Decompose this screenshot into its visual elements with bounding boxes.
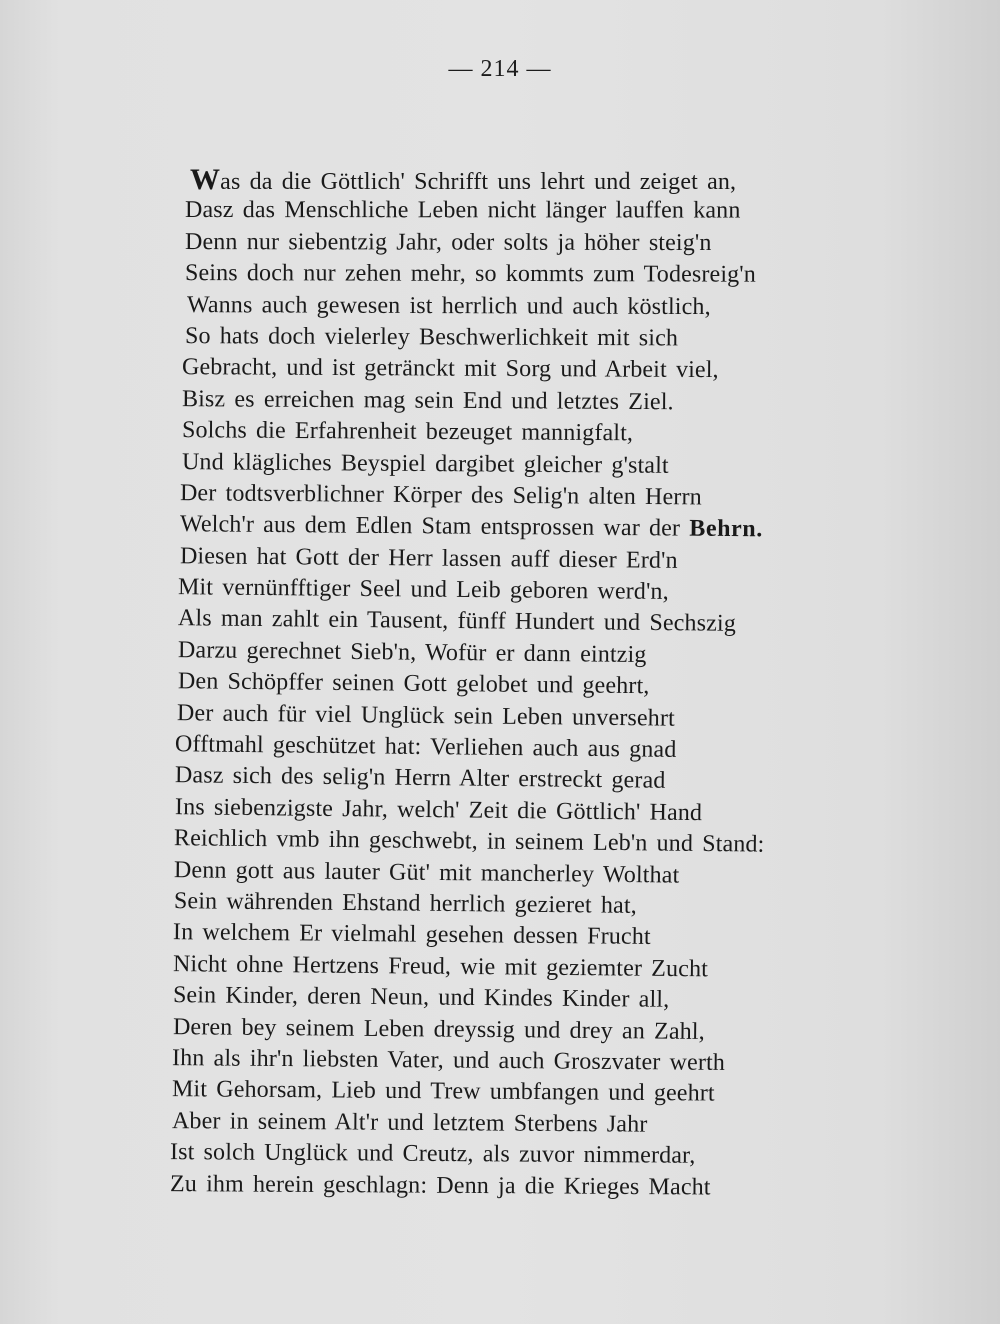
poem-line: [160, 258, 860, 291]
poem-line-text: Zu ihm herein geschlagn: Denn ja die Krieges Macht: [169, 1170, 711, 1200]
poem-line-text: Denn gott aus lauter Güt' mit mancherley Wolthat: [173, 856, 680, 889]
poem-line-text: Diesen hat Gott der Herr lassen auff dieser Erd'n: [179, 542, 678, 574]
poem-line-text: Sein Kinder, deren Neun, und Kindes Kinder all,: [172, 982, 670, 1013]
poem-line-text: Dasz sich des selig'n Herrn Alter erstreckt gerad: [174, 762, 666, 795]
poem-line-text: Ihn als ihr'n liebsten Vater, und auch Groszvater werth: [171, 1045, 726, 1076]
page-number: — 214 —: [448, 56, 552, 82]
poem-line-emphasis: Behrn.: [689, 515, 764, 543]
poem-line: [160, 1169, 860, 1205]
poem-line: [160, 447, 860, 484]
poem-line-text: Aber in seinem Alt'r und letztem Sterbens Jahr: [171, 1107, 648, 1138]
poem-line: [160, 164, 860, 195]
poem-line-text: Ins siebenzigste Jahr, welch' Zeit die Göttlich' Hand: [174, 793, 703, 826]
poem-line-text: Mit Gehorsam, Lieb und Trew umbfangen und geehrt: [171, 1076, 715, 1107]
poem-line: [160, 195, 860, 227]
poem-line-text: Sein währenden Ehstand herrlich gezieret hat,: [173, 888, 638, 919]
poem-line-text: Den Schöpffer seinen Gott gelobet und geehrt,: [177, 668, 650, 700]
poem-line-text: Seins doch nur zehen mehr, so kommts zum Todesreig'n: [184, 260, 756, 288]
poem-line-text: Und klägliches Beyspiel dargibet gleicher g'stalt: [181, 448, 669, 479]
poem-text: [160, 164, 860, 1200]
poem-line-text: Der auch für viel Unglück sein Leben unversehrt: [176, 699, 676, 732]
poem-line-text: Offtmahl geschützet hat: Verliehen auch aus gnad: [174, 731, 677, 763]
poem-line-text: Solchs die Erfahrenheit bezeuget mannigfalt,: [181, 417, 634, 447]
poem-line: [160, 321, 860, 356]
poem-line: [160, 352, 860, 387]
poem-line-text: Welch'r aus dem Edlen Stam entsprossen war der: [179, 511, 690, 542]
poem-line-text: Als man zahlt ein Tausent, fünff Hundert und Sechszig: [177, 605, 737, 638]
poem-line: [160, 384, 860, 420]
poem-line-text: So hats doch vielerley Beschwerlichkeit mit sich: [184, 323, 679, 352]
poem-line-text: Was da die Göttlich' Schrifft uns lehrt und zeiget an,: [190, 163, 737, 196]
poem-line-text: Bisz es erreichen mag sein End und letztes Ziel.: [181, 385, 674, 415]
poem-line-text: Gebracht, und ist getränckt mit Sorg und Arbeit viel,: [181, 354, 719, 384]
poem-line: [160, 290, 860, 324]
poem-line: [160, 415, 860, 451]
poem-line-text: Ist solch Unglück und Creutz, als zuvor nimmerdar,: [169, 1139, 696, 1169]
poem-line-text: Dasz das Menschliche Leben nicht länger lauffen kann: [184, 197, 741, 224]
poem-line-text: Mit vernünfftiger Seel und Leib geboren werd'n,: [177, 574, 669, 606]
poem-line-text: Darzu gerechnet Sieb'n, Wofür er dann eintzig: [177, 637, 647, 668]
poem-line-text: Deren bey seinem Leben dreyssig und drey an Zahl,: [172, 1013, 705, 1045]
poem-line-text: Denn nur siebentzig Jahr, oder solts ja höher steig'n: [184, 228, 712, 256]
poem-line-text: Der todtsverblichner Körper des Selig'n alten Herrn: [179, 480, 702, 511]
poem-line-text: Wanns auch gewesen ist herrlich und auch köstlich,: [186, 291, 711, 320]
poem-line-text: Reichlich vmb ihn geschwebt, in seinem Leb'n und Stand:: [173, 825, 765, 858]
poem-line: [160, 227, 860, 260]
poem-line: [160, 1137, 860, 1173]
poem-line-text: Nicht ohne Hertzens Freud, wie mit geziemter Zucht: [172, 950, 709, 983]
poem-line-text: In welchem Er vielmahl gesehen dessen Frucht: [172, 919, 651, 951]
